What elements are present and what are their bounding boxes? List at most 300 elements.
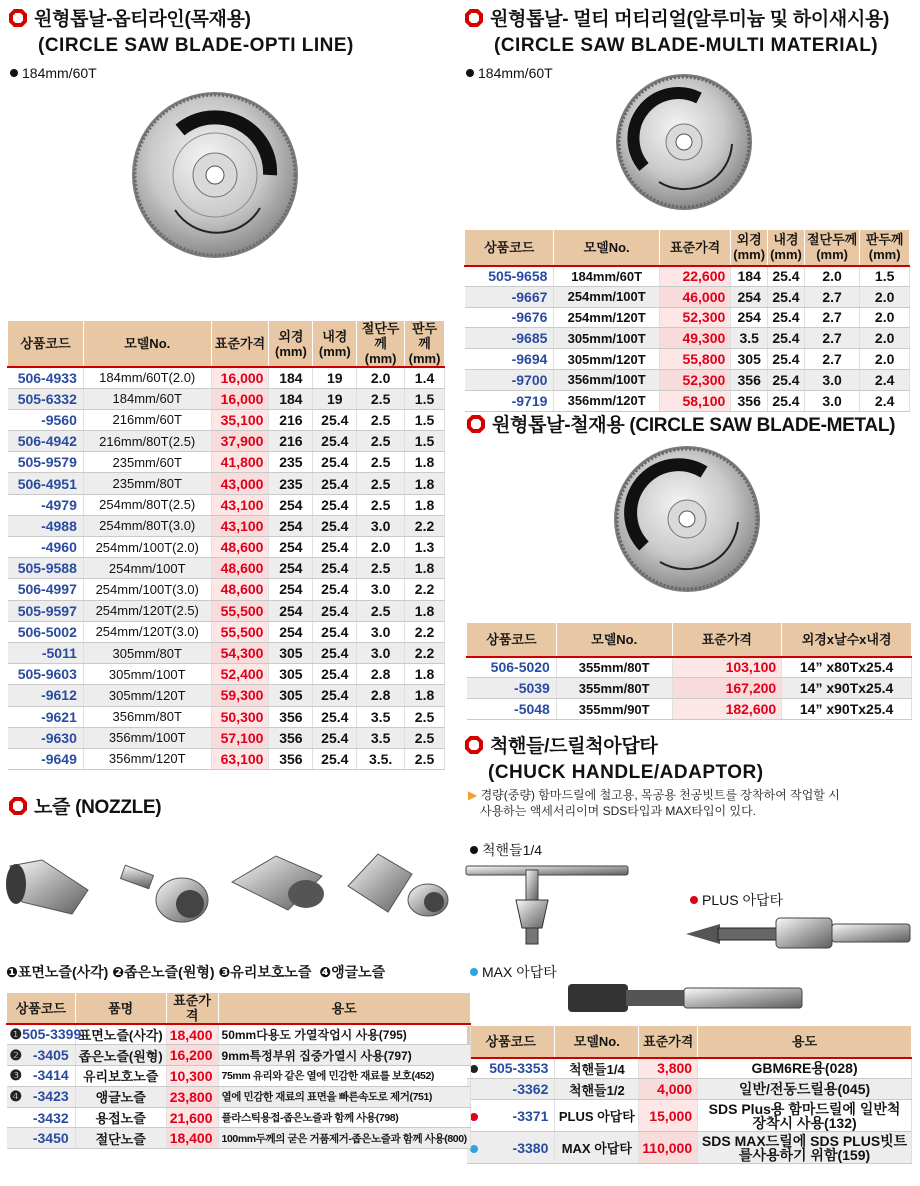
price-cell: 55,500 bbox=[211, 621, 269, 642]
column-header: 용도 bbox=[698, 1026, 912, 1058]
model-cell: 184mm/60T(2.0) bbox=[83, 367, 211, 388]
table-row bbox=[7, 1128, 471, 1149]
table-cell: 184 bbox=[731, 266, 768, 287]
table-cell: 2.0 bbox=[804, 266, 859, 287]
product-code-text: -3362 bbox=[512, 1081, 549, 1097]
table-cell: 1.4 bbox=[405, 367, 445, 388]
table-cell: 2.7 bbox=[804, 328, 859, 349]
price-cell: 48,600 bbox=[211, 537, 269, 558]
chuck-key-label-text: 척핸들1/4 bbox=[482, 842, 543, 858]
table-row bbox=[465, 369, 910, 390]
product-code-cell bbox=[467, 1079, 555, 1100]
table-row bbox=[8, 727, 445, 748]
max-adapter-label-text: MAX 아답타 bbox=[482, 964, 557, 980]
section-hexagon-icon bbox=[466, 414, 486, 434]
price-cell: 52,300 bbox=[659, 369, 730, 390]
table-header-row bbox=[8, 321, 445, 368]
multi-table-body bbox=[465, 266, 910, 412]
product-code-cell: 505-9603 bbox=[8, 664, 84, 685]
chuck-key-label bbox=[470, 840, 542, 860]
price-cell: 23,800 bbox=[166, 1086, 218, 1107]
product-code-text: -3371 bbox=[512, 1107, 549, 1124]
bullet-icon bbox=[466, 69, 474, 77]
model-cell: 척핸들1/4 bbox=[555, 1058, 639, 1079]
column-header: 표준가격 bbox=[659, 230, 730, 266]
model-cell: 254mm/80T(2.5) bbox=[83, 494, 211, 515]
product-code-cell: -9649 bbox=[8, 748, 84, 769]
opti-title-text: 원형톱날-옵티라인(목재용) bbox=[34, 9, 251, 30]
table-cell: 25.4 bbox=[768, 266, 805, 287]
table-cell: 254 bbox=[269, 537, 313, 558]
model-cell: 235mm/60T bbox=[83, 452, 211, 473]
table-cell: 25.4 bbox=[313, 600, 357, 621]
table-cell: 3.5 bbox=[731, 328, 768, 349]
product-code-cell: -5011 bbox=[8, 642, 84, 663]
product-code-cell: 506-4933 bbox=[8, 367, 84, 388]
table-cell: 25.4 bbox=[768, 369, 805, 390]
usage-line-1: 일반/전동드릴용(045) bbox=[738, 1081, 871, 1097]
product-name-cell: 유리보호노즐 bbox=[75, 1066, 166, 1087]
product-code-cell bbox=[7, 1107, 76, 1128]
max-adapter-image bbox=[566, 976, 806, 1020]
table-cell: 2.5 bbox=[357, 494, 405, 515]
chuck-key-image bbox=[464, 860, 634, 950]
table-row bbox=[465, 286, 910, 307]
table-cell: 25.4 bbox=[313, 473, 357, 494]
price-cell: 58,100 bbox=[659, 390, 730, 411]
table-cell: 19 bbox=[313, 388, 357, 409]
multi-spec-text: 184mm/60T bbox=[478, 65, 553, 81]
triangle-bullet-icon: ▶ bbox=[468, 788, 478, 802]
table-row bbox=[8, 367, 445, 388]
price-cell: 37,900 bbox=[211, 431, 269, 452]
model-cell: 216mm/60T bbox=[83, 409, 211, 430]
table-row bbox=[467, 1058, 912, 1079]
row-number-marker: ❹ bbox=[9, 1088, 23, 1105]
model-cell: 305mm/100T bbox=[83, 664, 211, 685]
product-code-cell: 505-9597 bbox=[8, 600, 84, 621]
model-cell: PLUS 아답타 bbox=[555, 1100, 639, 1132]
table-cell: 184 bbox=[269, 388, 313, 409]
nozzle-labels bbox=[6, 962, 385, 982]
model-cell: MAX 아답타 bbox=[555, 1132, 639, 1164]
table-cell: 14” x90Tx25.4 bbox=[782, 699, 912, 720]
chuck-section-subtitle: (CHUCK HANDLE/ADAPTOR) bbox=[488, 762, 764, 783]
table-cell: 2.7 bbox=[804, 286, 859, 307]
table-cell: 2.4 bbox=[860, 369, 910, 390]
table-row bbox=[7, 1086, 471, 1107]
column-header: 판두께 (mm) bbox=[860, 230, 910, 266]
plus-adapter-label bbox=[690, 890, 783, 910]
table-cell: 254 bbox=[269, 621, 313, 642]
table-row bbox=[465, 390, 910, 411]
table-cell: 254 bbox=[731, 286, 768, 307]
column-header: 표준가격 bbox=[672, 623, 782, 657]
section-hexagon-icon bbox=[8, 8, 28, 28]
column-header: 외경 (mm) bbox=[269, 321, 313, 368]
table-row bbox=[467, 1132, 912, 1164]
product-code-text: -3405 bbox=[32, 1046, 69, 1063]
table-row bbox=[8, 706, 445, 727]
table-cell: 3.0 bbox=[357, 642, 405, 663]
column-header: 상품코드 bbox=[8, 321, 84, 368]
price-cell: 10,300 bbox=[166, 1066, 218, 1087]
plus-adapter-image bbox=[686, 912, 912, 956]
red-bullet-icon bbox=[690, 896, 698, 904]
table-row bbox=[7, 1045, 471, 1066]
nozzle-price-table bbox=[6, 992, 471, 1149]
table-cell: 2.0 bbox=[860, 349, 910, 370]
nozzle-icon bbox=[112, 848, 212, 928]
saw-blade-icon bbox=[612, 444, 762, 594]
price-cell: 52,300 bbox=[659, 307, 730, 328]
table-cell: 235 bbox=[269, 473, 313, 494]
table-cell: 2.7 bbox=[804, 349, 859, 370]
price-cell: 63,100 bbox=[211, 748, 269, 769]
table-row bbox=[465, 328, 910, 349]
chuck-title-text: 척핸들/드릴척아답타 bbox=[490, 736, 658, 757]
table-cell: 356 bbox=[269, 706, 313, 727]
table-cell: 356 bbox=[269, 748, 313, 769]
product-code-cell: -5048 bbox=[467, 699, 557, 720]
table-cell: 3.5 bbox=[357, 706, 405, 727]
product-code-text: 505-3399 bbox=[22, 1026, 82, 1043]
table-cell: 254 bbox=[269, 558, 313, 579]
model-cell: 355mm/80T bbox=[556, 657, 672, 678]
model-cell: 254mm/100T bbox=[83, 558, 211, 579]
price-cell: 57,100 bbox=[211, 727, 269, 748]
table-cell: 2.8 bbox=[357, 664, 405, 685]
opti-spec-label bbox=[10, 65, 97, 81]
table-cell: 254 bbox=[269, 515, 313, 536]
bullet-icon bbox=[470, 846, 478, 854]
row-number-marker: ❸ bbox=[9, 1067, 23, 1084]
table-row bbox=[467, 678, 912, 699]
table-row bbox=[8, 494, 445, 515]
multi-price-table bbox=[464, 229, 910, 412]
price-cell: 16,200 bbox=[166, 1045, 218, 1066]
table-cell: 25.4 bbox=[313, 748, 357, 769]
table-row bbox=[8, 685, 445, 706]
column-header: 상품코드 bbox=[7, 993, 76, 1025]
table-row bbox=[8, 473, 445, 494]
nozzle-image-2 bbox=[112, 848, 212, 928]
price-cell: 50,300 bbox=[211, 706, 269, 727]
table-cell: 25.4 bbox=[313, 579, 357, 600]
column-header: 내경 (mm) bbox=[313, 321, 357, 368]
table-row bbox=[8, 748, 445, 769]
table-cell: 254 bbox=[269, 494, 313, 515]
product-code-cell bbox=[467, 1132, 555, 1164]
product-code-cell: 505-9579 bbox=[8, 452, 84, 473]
column-header: 상품코드 bbox=[467, 623, 557, 657]
product-code-text: -3423 bbox=[32, 1088, 69, 1105]
metal-price-table bbox=[466, 622, 912, 720]
table-cell: 25.4 bbox=[768, 328, 805, 349]
table-cell: 2.5 bbox=[357, 388, 405, 409]
column-header: 상품코드 bbox=[465, 230, 554, 266]
row-number-marker: ❷ bbox=[9, 1046, 23, 1063]
table-row bbox=[7, 1066, 471, 1087]
table-cell: 2.7 bbox=[804, 307, 859, 328]
table-cell: 1.8 bbox=[405, 494, 445, 515]
product-code-cell: 506-4951 bbox=[8, 473, 84, 494]
column-header: 외경x날수x내경 bbox=[782, 623, 912, 657]
table-cell: 3.0 bbox=[357, 621, 405, 642]
table-cell: 3.0 bbox=[357, 579, 405, 600]
model-cell: 254mm/100T(2.0) bbox=[83, 537, 211, 558]
table-cell: 1.8 bbox=[405, 664, 445, 685]
table-row bbox=[8, 664, 445, 685]
table-cell: 2.2 bbox=[405, 621, 445, 642]
max-adapter-label bbox=[470, 962, 557, 982]
table-cell: 1.5 bbox=[405, 409, 445, 430]
table-cell: 1.8 bbox=[405, 452, 445, 473]
price-cell: 21,600 bbox=[166, 1107, 218, 1128]
table-cell: 2.5 bbox=[357, 600, 405, 621]
column-header: 모델No. bbox=[555, 1026, 639, 1058]
row-number-marker: ❶ bbox=[9, 1026, 23, 1043]
product-code-text: -3450 bbox=[32, 1130, 69, 1147]
nozzle-image-4 bbox=[342, 846, 452, 926]
table-cell: 2.5 bbox=[357, 558, 405, 579]
product-code-cell: -9667 bbox=[465, 286, 554, 307]
table-cell: 25.4 bbox=[313, 431, 357, 452]
price-cell: 43,100 bbox=[211, 515, 269, 536]
price-cell: 35,100 bbox=[211, 409, 269, 430]
table-row bbox=[8, 431, 445, 452]
table-cell: 25.4 bbox=[313, 494, 357, 515]
table-row bbox=[467, 657, 912, 678]
column-header: 절단두께 (mm) bbox=[804, 230, 859, 266]
table-cell: 356 bbox=[731, 390, 768, 411]
table-row bbox=[8, 600, 445, 621]
nozzle-table-body bbox=[7, 1024, 471, 1149]
table-cell: 2.4 bbox=[860, 390, 910, 411]
column-header: 외경 (mm) bbox=[731, 230, 768, 266]
product-code-cell bbox=[467, 1100, 555, 1132]
column-header: 절단두께 (mm) bbox=[357, 321, 405, 368]
price-cell: 110,000 bbox=[639, 1132, 698, 1164]
table-cell: 25.4 bbox=[313, 664, 357, 685]
table-cell: 2.5 bbox=[357, 473, 405, 494]
model-cell: 254mm/120T(2.5) bbox=[83, 600, 211, 621]
price-cell: 15,000 bbox=[639, 1100, 698, 1132]
table-cell: 2.0 bbox=[357, 367, 405, 388]
nozzle-label-3: ❸유리보호노즐 bbox=[218, 964, 312, 980]
product-code-cell: -9630 bbox=[8, 727, 84, 748]
price-cell: 103,100 bbox=[672, 657, 782, 678]
price-cell: 18,400 bbox=[166, 1024, 218, 1045]
model-cell: 356mm/100T bbox=[554, 369, 659, 390]
table-cell: 1.5 bbox=[405, 388, 445, 409]
table-row bbox=[8, 621, 445, 642]
price-cell: 4,000 bbox=[639, 1079, 698, 1100]
opti-section-subtitle: (CIRCLE SAW BLADE-OPTI LINE) bbox=[38, 35, 354, 56]
table-cell: 3.5. bbox=[357, 748, 405, 769]
price-cell: 48,600 bbox=[211, 558, 269, 579]
multi-spec-label bbox=[466, 65, 553, 81]
price-cell: 22,600 bbox=[659, 266, 730, 287]
plus-adapter-icon bbox=[686, 912, 912, 956]
table-row bbox=[8, 515, 445, 536]
usage-cell: 9mm특정부위 집중가열시 사용(797) bbox=[218, 1045, 470, 1066]
price-cell: 16,000 bbox=[211, 367, 269, 388]
table-cell: 14” x90Tx25.4 bbox=[782, 678, 912, 699]
table-row bbox=[8, 558, 445, 579]
opti-price-table bbox=[7, 320, 445, 770]
metal-title-text: 원형톱날-철재용 (CIRCLE SAW BLADE-METAL) bbox=[492, 415, 896, 436]
table-cell: 184 bbox=[269, 367, 313, 388]
model-cell: 척핸들1/2 bbox=[555, 1079, 639, 1100]
product-code-cell: 506-5002 bbox=[8, 621, 84, 642]
product-name-cell: 좁은노즐(원형) bbox=[75, 1045, 166, 1066]
table-cell: 25.4 bbox=[313, 685, 357, 706]
model-cell: 356mm/80T bbox=[83, 706, 211, 727]
model-cell: 356mm/120T bbox=[554, 390, 659, 411]
price-cell: 55,500 bbox=[211, 600, 269, 621]
product-code-cell: 506-5020 bbox=[467, 657, 557, 678]
column-header: 표준가격 bbox=[639, 1026, 698, 1058]
table-cell: 2.2 bbox=[405, 579, 445, 600]
price-cell: 43,100 bbox=[211, 494, 269, 515]
table-cell: 25.4 bbox=[313, 727, 357, 748]
table-row bbox=[465, 349, 910, 370]
model-cell: 305mm/120T bbox=[554, 349, 659, 370]
chuck-note-line1: 경량(중량) 함마드릴에 철고용, 목공용 천공빗트를 장착하여 작업할 시 bbox=[480, 788, 840, 802]
product-name-cell: 표면노즐(사각) bbox=[75, 1024, 166, 1045]
usage-cell: 100mm두께의 굳은 거품제거-좁은노즐과 함께 사용(800) bbox=[218, 1128, 470, 1149]
nozzle-label-4: ❹앵글노즐 bbox=[319, 964, 386, 980]
model-cell: 305mm/120T bbox=[83, 685, 211, 706]
product-code-cell bbox=[467, 1058, 555, 1079]
table-row bbox=[7, 1024, 471, 1045]
usage-cell: 플라스틱용접-좁은노즐과 함께 사용(798) bbox=[218, 1107, 470, 1128]
table-cell: 2.5 bbox=[357, 409, 405, 430]
model-cell: 254mm/100T bbox=[554, 286, 659, 307]
chuck-note-line2: 사용하는 액세서리이며 SDS타입과 MAX타입이 있다. bbox=[480, 804, 757, 818]
model-cell: 254mm/120T(3.0) bbox=[83, 621, 211, 642]
nozzle-icon bbox=[226, 846, 330, 926]
product-name-cell: 앵글노즐 bbox=[75, 1086, 166, 1107]
section-hexagon-icon bbox=[464, 8, 484, 28]
metal-table-body bbox=[467, 657, 912, 720]
column-header: 내경 (mm) bbox=[768, 230, 805, 266]
product-code-cell bbox=[7, 1066, 76, 1087]
table-row bbox=[467, 1079, 912, 1100]
model-cell: 254mm/80T(3.0) bbox=[83, 515, 211, 536]
table-header-row bbox=[467, 623, 912, 657]
product-code-cell: 506-4942 bbox=[8, 431, 84, 452]
product-code-cell: 505-9658 bbox=[465, 266, 554, 287]
usage-line-1: GBM6RE용(028) bbox=[751, 1060, 858, 1077]
nozzle-image-3 bbox=[226, 846, 330, 926]
chuck-note bbox=[468, 787, 840, 819]
model-cell: 254mm/100T(3.0) bbox=[83, 579, 211, 600]
usage-cell bbox=[698, 1100, 912, 1132]
table-cell: 14” x80Tx25.4 bbox=[782, 657, 912, 678]
price-cell: 46,000 bbox=[659, 286, 730, 307]
model-cell: 355mm/90T bbox=[556, 699, 672, 720]
chuck-section-title bbox=[464, 735, 657, 759]
table-cell: 2.2 bbox=[405, 642, 445, 663]
usage-cell: 열에 민감한 재료의 표면을 빠른속도로 제거(751) bbox=[218, 1086, 470, 1107]
table-row bbox=[467, 1100, 912, 1132]
table-cell: 2.8 bbox=[357, 685, 405, 706]
product-code-text: 505-3353 bbox=[489, 1060, 549, 1077]
nozzle-section-title bbox=[8, 796, 161, 820]
table-cell: 3.0 bbox=[804, 390, 859, 411]
price-cell: 3,800 bbox=[639, 1058, 698, 1079]
product-name-cell: 용접노즐 bbox=[75, 1107, 166, 1128]
nozzle-title-text: 노즐 (NOZZLE) bbox=[34, 797, 162, 818]
table-cell: 305 bbox=[269, 685, 313, 706]
table-cell: 25.4 bbox=[313, 621, 357, 642]
model-cell: 235mm/80T bbox=[83, 473, 211, 494]
product-code-cell: -4988 bbox=[8, 515, 84, 536]
product-code-cell: -9685 bbox=[465, 328, 554, 349]
table-row bbox=[8, 579, 445, 600]
model-cell: 305mm/100T bbox=[554, 328, 659, 349]
model-cell: 216mm/80T(2.5) bbox=[83, 431, 211, 452]
table-cell: 2.5 bbox=[357, 431, 405, 452]
metal-section-title bbox=[466, 414, 895, 438]
product-code-cell bbox=[7, 1045, 76, 1066]
table-cell: 3.0 bbox=[357, 515, 405, 536]
table-cell: 305 bbox=[269, 642, 313, 663]
price-cell: 16,000 bbox=[211, 388, 269, 409]
usage-cell: 75mm 유리와 같은 열에 민감한 재료를 보호(452) bbox=[218, 1066, 470, 1087]
table-header-row bbox=[7, 993, 471, 1025]
section-hexagon-icon bbox=[8, 796, 28, 816]
multi-saw-blade-image bbox=[614, 72, 754, 212]
table-cell: 25.4 bbox=[768, 390, 805, 411]
table-cell: 2.0 bbox=[860, 286, 910, 307]
column-header: 표준가격 bbox=[211, 321, 269, 368]
table-cell: 2.0 bbox=[860, 307, 910, 328]
product-code-cell: -9719 bbox=[465, 390, 554, 411]
table-cell: 1.8 bbox=[405, 685, 445, 706]
section-hexagon-icon bbox=[464, 735, 484, 755]
price-cell: 55,800 bbox=[659, 349, 730, 370]
column-header: 모델No. bbox=[83, 321, 211, 368]
table-cell: 1.5 bbox=[405, 431, 445, 452]
chuck-key-icon bbox=[464, 860, 634, 950]
model-cell: 305mm/80T bbox=[83, 642, 211, 663]
table-row bbox=[7, 1107, 471, 1128]
model-cell: 356mm/100T bbox=[83, 727, 211, 748]
table-cell: 254 bbox=[269, 579, 313, 600]
table-header-row bbox=[465, 230, 910, 266]
table-cell: 305 bbox=[269, 664, 313, 685]
table-row bbox=[8, 409, 445, 430]
product-code-text: -3380 bbox=[512, 1139, 549, 1156]
table-cell: 1.8 bbox=[405, 600, 445, 621]
table-cell: 235 bbox=[269, 452, 313, 473]
table-row bbox=[8, 452, 445, 473]
price-cell: 54,300 bbox=[211, 642, 269, 663]
table-cell: 1.3 bbox=[405, 537, 445, 558]
table-cell: 25.4 bbox=[313, 537, 357, 558]
model-cell: 184mm/60T bbox=[554, 266, 659, 287]
product-code-cell bbox=[7, 1024, 82, 1045]
nozzle-icon bbox=[2, 846, 102, 926]
multi-title-text: 원형톱날- 멀티 머티리얼(알루미늄 및 하이새시용) bbox=[490, 9, 890, 30]
product-code-cell: 505-9588 bbox=[8, 558, 84, 579]
product-code-cell: -4979 bbox=[8, 494, 84, 515]
usage-cell bbox=[698, 1132, 912, 1164]
product-code-cell: -5039 bbox=[467, 678, 557, 699]
